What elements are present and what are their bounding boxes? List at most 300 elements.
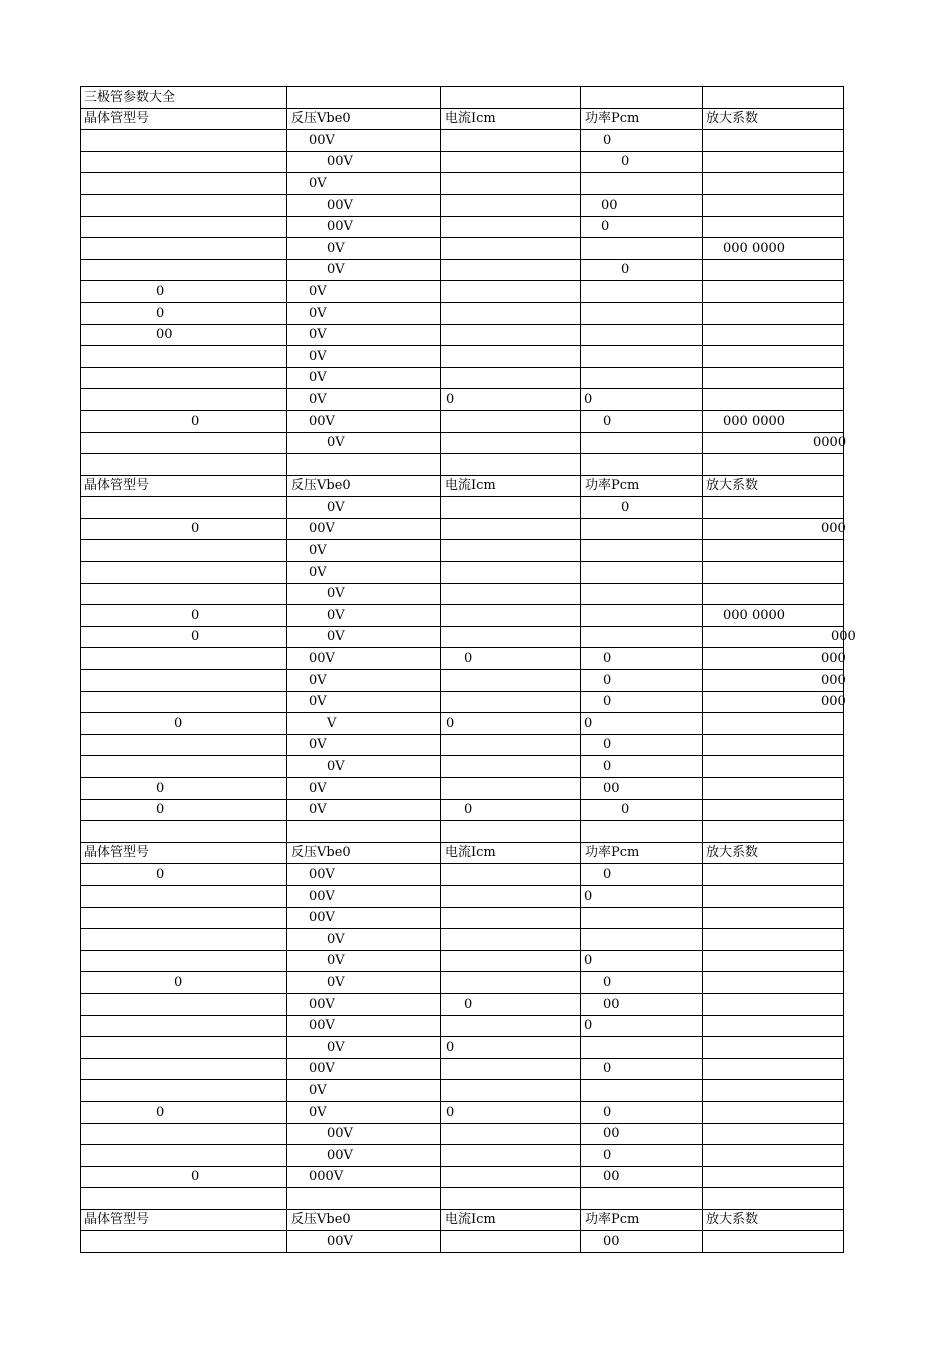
cell-gain (703, 691, 844, 713)
cell-pcm (581, 1209, 703, 1231)
cell-vbe0 (287, 907, 441, 929)
cell-text: 电流Icm (445, 845, 496, 861)
cell-icm (441, 1166, 581, 1188)
header-row (81, 475, 844, 497)
cell-text: 00 (156, 327, 173, 343)
cell-model (81, 972, 287, 994)
table-row (81, 259, 844, 281)
cell-model (81, 691, 287, 713)
table-row (81, 626, 844, 648)
cell-text: 000 0000 (723, 240, 786, 256)
cell-pcm (581, 583, 703, 605)
cell-text: 0V (309, 694, 327, 710)
cell-text: 0 (603, 413, 612, 429)
cell-text: 0 (603, 694, 612, 710)
cell-icm (441, 346, 581, 368)
table-row (81, 648, 844, 670)
cell-text: 0 (446, 1104, 455, 1120)
cell-icm (441, 842, 581, 864)
cell-model (81, 1058, 287, 1080)
cell-vbe0 (287, 734, 441, 756)
cell-text: 0V (309, 391, 327, 407)
table-row (81, 605, 844, 627)
cell-gain (703, 972, 844, 994)
cell-pcm (581, 346, 703, 368)
cell-model (81, 302, 287, 324)
cell-icm (441, 583, 581, 605)
cell-vbe0 (287, 1145, 441, 1167)
cell-text: 0 (621, 802, 630, 818)
cell-vbe0 (287, 1037, 441, 1059)
cell-model (81, 259, 287, 281)
cell-text: 反压Vbe0 (291, 478, 351, 494)
table-row (81, 993, 844, 1015)
cell-pcm (581, 799, 703, 821)
cell-vbe0 (287, 302, 441, 324)
cell-text: 0V (327, 974, 345, 990)
cell-model (81, 497, 287, 519)
cell-gain (703, 238, 844, 260)
cell-pcm (581, 648, 703, 670)
cell-vbe0 (287, 626, 441, 648)
cell-vbe0 (287, 367, 441, 389)
cell-text: 000 (821, 694, 846, 710)
cell-text: 0V (327, 262, 345, 278)
cell-icm (441, 713, 581, 735)
cell-model (81, 216, 287, 238)
cell-icm (441, 194, 581, 216)
cell-text: 0 (191, 521, 200, 537)
table-row (81, 432, 844, 454)
cell-text: 00V (327, 1234, 353, 1250)
cell-gain (703, 993, 844, 1015)
cell-model (81, 821, 287, 843)
cell-pcm (581, 1188, 703, 1210)
cell-model (81, 799, 287, 821)
cell-pcm (581, 626, 703, 648)
cell-pcm (581, 885, 703, 907)
cell-text: 0V (327, 629, 345, 645)
cell-model (81, 410, 287, 432)
cell-pcm (581, 713, 703, 735)
cell-icm (441, 1123, 581, 1145)
cell-icm (441, 238, 581, 260)
cell-icm (441, 1145, 581, 1167)
cell-text: 0V (327, 586, 345, 602)
table-row (81, 1145, 844, 1167)
cell-text: 0V (327, 499, 345, 515)
cell-text: 晶体管型号 (84, 478, 150, 494)
table-row (81, 151, 844, 173)
cell-model (81, 194, 287, 216)
cell-gain (703, 778, 844, 800)
cell-text: 0V (309, 780, 327, 796)
table-row (81, 756, 844, 778)
cell-vbe0 (287, 1123, 441, 1145)
cell-gain (703, 907, 844, 929)
table-row (81, 367, 844, 389)
cell-pcm (581, 389, 703, 411)
cell-pcm (581, 972, 703, 994)
cell-model (81, 1015, 287, 1037)
cell-icm (441, 993, 581, 1015)
cell-icm (441, 1209, 581, 1231)
cell-text: 000V (309, 1169, 344, 1185)
cell-text: 00V (309, 651, 335, 667)
cell-pcm (581, 1166, 703, 1188)
cell-text: 00V (309, 996, 335, 1012)
table-row (81, 713, 844, 735)
table-row (81, 1080, 844, 1102)
cell-text: 反压Vbe0 (291, 845, 351, 861)
cell-text: 三极管参数大全 (84, 89, 176, 105)
cell-icm (441, 1015, 581, 1037)
cell-model (81, 324, 287, 346)
cell-text: 放大系数 (706, 478, 759, 494)
cell-gain (703, 756, 844, 778)
cell-gain (703, 454, 844, 476)
cell-model (81, 87, 287, 109)
table-row (81, 799, 844, 821)
cell-gain (703, 1166, 844, 1188)
cell-vbe0 (287, 929, 441, 951)
header-row (81, 842, 844, 864)
cell-icm (441, 778, 581, 800)
table-row (81, 194, 844, 216)
cell-pcm (581, 950, 703, 972)
cell-icm (441, 173, 581, 195)
cell-icm (441, 389, 581, 411)
cell-text: 0 (464, 802, 473, 818)
cell-model (81, 929, 287, 951)
cell-text: 0 (603, 1147, 612, 1163)
cell-text: 放大系数 (706, 1212, 759, 1228)
cell-vbe0 (287, 972, 441, 994)
cell-text: 0 (156, 866, 165, 882)
cell-icm (441, 454, 581, 476)
cell-gain (703, 1058, 844, 1080)
cell-icm (441, 281, 581, 303)
table-row (81, 778, 844, 800)
cell-icm (441, 151, 581, 173)
cell-pcm (581, 173, 703, 195)
cell-text: 00 (603, 996, 620, 1012)
cell-pcm (581, 194, 703, 216)
header-row (81, 108, 844, 130)
table-row (81, 864, 844, 886)
cell-pcm (581, 842, 703, 864)
cell-gain (703, 173, 844, 195)
cell-icm (441, 518, 581, 540)
table-row (81, 1101, 844, 1123)
table-row (81, 454, 844, 476)
cell-vbe0 (287, 756, 441, 778)
cell-model (81, 1037, 287, 1059)
cell-model (81, 389, 287, 411)
cell-icm (441, 756, 581, 778)
cell-pcm (581, 1101, 703, 1123)
cell-icm (441, 907, 581, 929)
cell-vbe0 (287, 605, 441, 627)
table-row (81, 346, 844, 368)
cell-vbe0 (287, 691, 441, 713)
cell-text: 0V (309, 1082, 327, 1098)
cell-model (81, 1080, 287, 1102)
cell-text: 0 (191, 1169, 200, 1185)
cell-icm (441, 87, 581, 109)
cell-gain (703, 346, 844, 368)
cell-pcm (581, 929, 703, 951)
table-row (81, 583, 844, 605)
cell-text: 0V (309, 370, 327, 386)
cell-model (81, 367, 287, 389)
table-row (81, 324, 844, 346)
table-row (81, 410, 844, 432)
cell-text: 00V (309, 1018, 335, 1034)
cell-model (81, 864, 287, 886)
cell-text: 0V (309, 305, 327, 321)
cell-icm (441, 691, 581, 713)
cell-text: 0 (191, 629, 200, 645)
cell-text: 0V (309, 802, 327, 818)
cell-vbe0 (287, 194, 441, 216)
cell-pcm (581, 993, 703, 1015)
table-row (81, 562, 844, 584)
cell-vbe0 (287, 778, 441, 800)
cell-text: 0 (174, 974, 183, 990)
cell-text: 0V (309, 348, 327, 364)
table-row (81, 691, 844, 713)
cell-text: 电流Icm (445, 1212, 496, 1228)
cell-text: 00 (603, 1234, 620, 1250)
cell-model (81, 950, 287, 972)
cell-pcm (581, 1231, 703, 1253)
cell-gain (703, 87, 844, 109)
cell-icm (441, 1231, 581, 1253)
cell-text: 0V (309, 672, 327, 688)
cell-pcm (581, 1015, 703, 1037)
table-row (81, 1037, 844, 1059)
cell-gain (703, 562, 844, 584)
cell-text: 0 (156, 780, 165, 796)
cell-model (81, 907, 287, 929)
cell-model (81, 648, 287, 670)
cell-text: 0 (464, 651, 473, 667)
cell-text: 0 (603, 672, 612, 688)
cell-model (81, 1188, 287, 1210)
cell-text: 0 (191, 607, 200, 623)
cell-text: 0V (327, 1039, 345, 1055)
cell-pcm (581, 475, 703, 497)
cell-gain (703, 194, 844, 216)
cell-icm (441, 259, 581, 281)
cell-text: 0 (584, 888, 593, 904)
cell-text: 功率Pcm (585, 478, 640, 494)
cell-pcm (581, 1123, 703, 1145)
table-row (81, 885, 844, 907)
cell-model (81, 238, 287, 260)
cell-pcm (581, 108, 703, 130)
cell-pcm (581, 821, 703, 843)
cell-text: 000 (831, 629, 856, 645)
cell-text: 0 (603, 866, 612, 882)
cell-pcm (581, 454, 703, 476)
table-row (81, 907, 844, 929)
cell-icm (441, 605, 581, 627)
cell-pcm (581, 497, 703, 519)
cell-text: 0V (327, 759, 345, 774)
table-row (81, 518, 844, 540)
cell-text: 反压Vbe0 (291, 111, 351, 127)
cell-text: 放大系数 (706, 845, 759, 861)
cell-text: 00V (327, 1147, 353, 1163)
table-body (81, 87, 856, 1253)
cell-text: 00V (309, 132, 335, 148)
cell-vbe0 (287, 281, 441, 303)
cell-text: 0 (584, 1018, 593, 1034)
cell-pcm (581, 281, 703, 303)
cell-gain (703, 281, 844, 303)
cell-text: 0V (327, 607, 345, 623)
cell-gain (703, 1080, 844, 1102)
cell-vbe0 (287, 1188, 441, 1210)
cell-text: 0 (584, 953, 593, 969)
cell-gain (703, 799, 844, 821)
cell-text: 00V (327, 1126, 353, 1142)
cell-text: 0V (309, 327, 327, 343)
cell-text: 晶体管型号 (84, 111, 150, 127)
cell-vbe0 (287, 648, 441, 670)
table-row (81, 972, 844, 994)
cell-pcm (581, 302, 703, 324)
cell-gain (703, 842, 844, 864)
cell-pcm (581, 1145, 703, 1167)
table-row (81, 929, 844, 951)
cell-text: 00 (603, 1169, 620, 1185)
cell-gain (703, 1015, 844, 1037)
table-row (81, 1231, 844, 1253)
cell-pcm (581, 864, 703, 886)
cell-pcm (581, 907, 703, 929)
cell-model (81, 756, 287, 778)
cell-icm (441, 1188, 581, 1210)
cell-vbe0 (287, 497, 441, 519)
transistor-parameter-table (80, 86, 856, 1253)
header-row (81, 1209, 844, 1231)
cell-text: V (327, 715, 337, 731)
cell-text: 0 (584, 391, 593, 407)
cell-gain (703, 302, 844, 324)
cell-text: 0 (446, 391, 455, 407)
cell-model (81, 670, 287, 692)
cell-text: 0V (309, 543, 327, 559)
cell-text: 0V (309, 1104, 327, 1120)
cell-vbe0 (287, 670, 441, 692)
cell-text: 0V (327, 240, 345, 256)
cell-icm (441, 302, 581, 324)
cell-vbe0 (287, 842, 441, 864)
cell-model (81, 1209, 287, 1231)
cell-gain (703, 670, 844, 692)
cell-pcm (581, 432, 703, 454)
cell-text: 00V (309, 866, 335, 882)
cell-text: 0V (309, 564, 327, 580)
cell-text: 00V (327, 219, 353, 235)
table-row (81, 173, 844, 195)
cell-gain (703, 885, 844, 907)
cell-gain (703, 259, 844, 281)
cell-gain (703, 518, 844, 540)
table-row (81, 130, 844, 152)
cell-gain (703, 130, 844, 152)
cell-gain (703, 734, 844, 756)
cell-text: 00V (327, 154, 353, 170)
cell-vbe0 (287, 583, 441, 605)
cell-text: 000 (821, 672, 846, 688)
cell-model (81, 1145, 287, 1167)
cell-gain (703, 605, 844, 627)
cell-pcm (581, 87, 703, 109)
cell-model (81, 151, 287, 173)
table-row (81, 950, 844, 972)
cell-gain (703, 626, 856, 648)
cell-icm (441, 367, 581, 389)
cell-icm (441, 950, 581, 972)
cell-vbe0 (287, 130, 441, 152)
cell-pcm (581, 518, 703, 540)
cell-icm (441, 929, 581, 951)
cell-gain (703, 929, 844, 951)
cell-vbe0 (287, 1058, 441, 1080)
cell-text: 000 0000 (723, 413, 786, 429)
cell-text: 晶体管型号 (84, 1212, 150, 1228)
cell-text: 功率Pcm (585, 845, 640, 861)
cell-icm (441, 821, 581, 843)
cell-pcm (581, 324, 703, 346)
cell-vbe0 (287, 324, 441, 346)
cell-vbe0 (287, 713, 441, 735)
cell-text: 0 (603, 1104, 612, 1120)
cell-icm (441, 885, 581, 907)
cell-gain (703, 216, 844, 238)
cell-model (81, 454, 287, 476)
cell-model (81, 583, 287, 605)
cell-vbe0 (287, 1015, 441, 1037)
cell-vbe0 (287, 454, 441, 476)
cell-pcm (581, 259, 703, 281)
cell-icm (441, 216, 581, 238)
cell-vbe0 (287, 346, 441, 368)
cell-gain (703, 389, 844, 411)
cell-icm (441, 497, 581, 519)
cell-gain (703, 1101, 844, 1123)
cell-icm (441, 1037, 581, 1059)
cell-pcm (581, 540, 703, 562)
cell-pcm (581, 410, 703, 432)
table-row (81, 1188, 844, 1210)
cell-pcm (581, 778, 703, 800)
cell-icm (441, 734, 581, 756)
cell-text: 0V (327, 435, 345, 451)
cell-text: 电流Icm (445, 111, 496, 127)
cell-model (81, 432, 287, 454)
cell-text: 000 0000 (723, 607, 786, 623)
cell-gain (703, 108, 844, 130)
cell-gain (703, 950, 844, 972)
cell-text: 0 (603, 132, 612, 148)
cell-model (81, 885, 287, 907)
cell-icm (441, 108, 581, 130)
